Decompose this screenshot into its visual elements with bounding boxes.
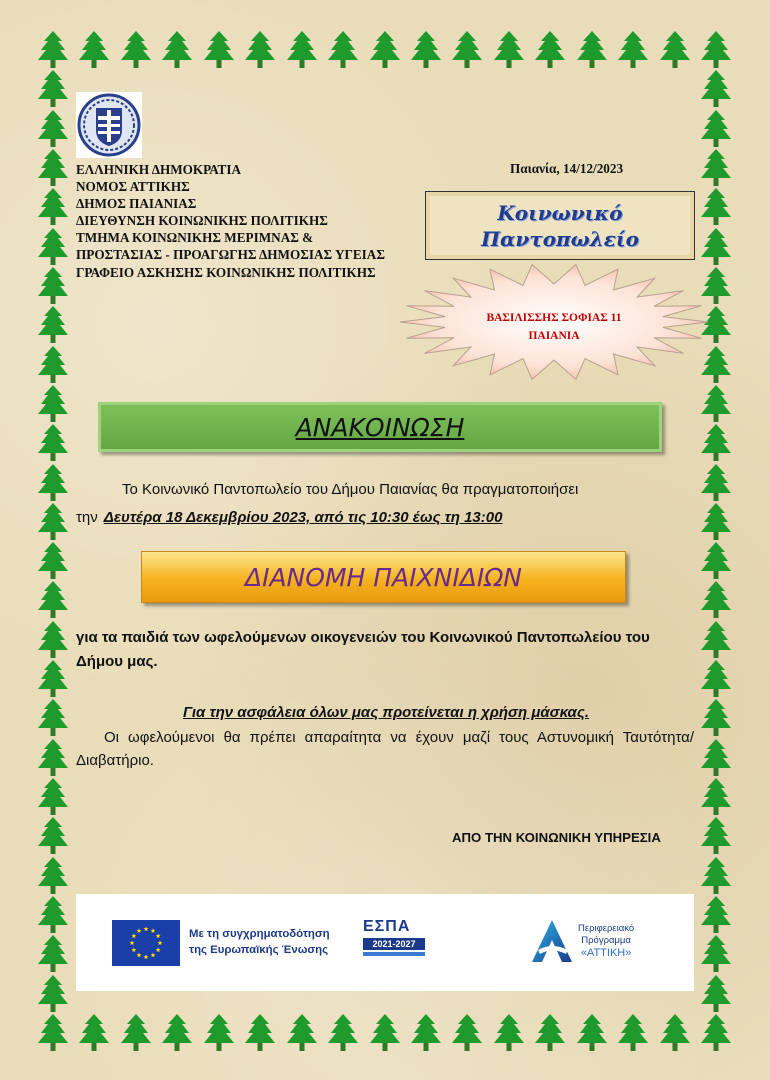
region-line1: Περιφερειακό bbox=[578, 923, 635, 934]
espa-years: 2021-2027 bbox=[363, 938, 425, 950]
christmas-tree-icon bbox=[36, 620, 70, 660]
christmas-tree-icon bbox=[575, 1013, 609, 1053]
christmas-tree-icon bbox=[243, 30, 277, 70]
christmas-tree-icon bbox=[36, 463, 70, 503]
christmas-tree-icon bbox=[36, 187, 70, 227]
region-program-text bbox=[578, 923, 634, 959]
christmas-tree-icon bbox=[285, 1013, 319, 1053]
announcement-date-line bbox=[76, 509, 502, 526]
christmas-tree-icon bbox=[409, 30, 443, 70]
espa-title: ΕΣΠΑ bbox=[363, 918, 411, 935]
christmas-tree-icon bbox=[326, 1013, 360, 1053]
christmas-tree-icon bbox=[77, 30, 111, 70]
eu-cofunding-text bbox=[189, 926, 330, 958]
christmas-tree-icon bbox=[616, 1013, 650, 1053]
announcement-intro: Το Κοινωνικό Παντοπωλείο του Δήμου Παιανίας θα πραγματοποιήσει bbox=[122, 481, 579, 498]
region-line2: Πρόγραμμα bbox=[581, 935, 631, 946]
issuer-header bbox=[76, 161, 385, 281]
address-text bbox=[398, 309, 710, 345]
christmas-tree-icon bbox=[36, 974, 70, 1014]
christmas-tree-icon bbox=[36, 69, 70, 109]
safety-note bbox=[76, 704, 696, 721]
region-line3: «ΑΤΤΙΚΗ» bbox=[580, 947, 632, 959]
christmas-tree-icon bbox=[699, 227, 733, 267]
beneficiaries-text: για τα παιδιά των ωφελούμενων οικογενειών του Κοινωνικού Παντοπωλείου του Δήμου μας. bbox=[76, 629, 650, 670]
christmas-tree-icon bbox=[699, 620, 733, 660]
shop-title-line1: Κοινωνικό bbox=[497, 200, 623, 225]
christmas-tree-icon bbox=[285, 30, 319, 70]
christmas-tree-icon bbox=[202, 30, 236, 70]
christmas-tree-icon bbox=[658, 1013, 692, 1053]
christmas-tree-icon bbox=[36, 580, 70, 620]
distribution-title: ΔΙΑΝΟΜΗ ΠΑΙΧΝΙΔΙΩΝ bbox=[244, 562, 523, 592]
christmas-tree-icon bbox=[699, 816, 733, 856]
christmas-tree-icon bbox=[699, 934, 733, 974]
attiki-region-logo-icon bbox=[528, 916, 576, 968]
christmas-tree-icon bbox=[699, 187, 733, 227]
christmas-tree-icon bbox=[699, 580, 733, 620]
christmas-tree-icon bbox=[368, 1013, 402, 1053]
header-line: ΔΗΜΟΣ ΠΑΙΑΝΙΑΣ bbox=[76, 196, 197, 212]
address-street: ΒΑΣΙΛΙΣΣΗΣ ΣΟΦΙΑΣ 11 bbox=[486, 312, 622, 324]
christmas-tree-icon bbox=[36, 895, 70, 935]
christmas-tree-icon bbox=[492, 30, 526, 70]
christmas-tree-icon bbox=[699, 148, 733, 188]
christmas-tree-icon bbox=[36, 659, 70, 699]
christmas-tree-icon bbox=[699, 895, 733, 935]
hellenic-republic-emblem-icon bbox=[76, 92, 142, 158]
date-line-prefix: την bbox=[76, 509, 98, 526]
christmas-tree-icon bbox=[36, 227, 70, 267]
christmas-tree-icon bbox=[699, 30, 733, 70]
eu-flag-icon bbox=[112, 920, 180, 966]
christmas-tree-icon bbox=[36, 738, 70, 778]
event-datetime: Δευτέρα 18 Δεκεμβρίου 2023, από τις 10:30 έως τη 13:00 bbox=[103, 509, 503, 526]
signature-line: ΑΠΟ ΤΗΝ ΚΟΙΝΩΝΙΚΗ ΥΠΗΡΕΣΙΑ bbox=[452, 830, 661, 845]
christmas-tree-icon bbox=[699, 109, 733, 149]
christmas-tree-icon bbox=[409, 1013, 443, 1053]
christmas-tree-icon bbox=[36, 266, 70, 306]
header-line: ΝΟΜΟΣ ΑΤΤΙΚΗΣ bbox=[76, 179, 190, 195]
espa-bar bbox=[363, 952, 425, 956]
christmas-tree-icon bbox=[36, 423, 70, 463]
christmas-tree-icon bbox=[202, 1013, 236, 1053]
christmas-tree-icon bbox=[450, 30, 484, 70]
christmas-tree-icon bbox=[699, 698, 733, 738]
christmas-tree-icon bbox=[616, 30, 650, 70]
christmas-tree-icon bbox=[36, 816, 70, 856]
christmas-tree-icon bbox=[36, 1013, 70, 1053]
christmas-tree-icon bbox=[326, 30, 360, 70]
christmas-tree-icon bbox=[36, 109, 70, 149]
address-town: ΠΑΙΑΝΙΑ bbox=[528, 330, 580, 342]
announcement-title: ΑΝΑΚΟΙΝΩΣΗ bbox=[295, 412, 465, 442]
announcement-banner bbox=[98, 402, 662, 452]
christmas-tree-icon bbox=[450, 1013, 484, 1053]
christmas-tree-icon bbox=[119, 30, 153, 70]
christmas-tree-icon bbox=[699, 541, 733, 581]
christmas-tree-icon bbox=[658, 30, 692, 70]
christmas-tree-icon bbox=[36, 30, 70, 70]
christmas-tree-icon bbox=[77, 1013, 111, 1053]
christmas-tree-icon bbox=[36, 384, 70, 424]
header-line: ΔΙΕΥΘΥΝΣΗ ΚΟΙΝΩΝΙΚΗΣ ΠΟΛΙΤΙΚΗΣ bbox=[76, 213, 328, 229]
christmas-tree-icon bbox=[699, 463, 733, 503]
christmas-tree-icon bbox=[36, 541, 70, 581]
christmas-tree-icon bbox=[36, 698, 70, 738]
christmas-tree-icon bbox=[533, 1013, 567, 1053]
christmas-tree-icon bbox=[699, 423, 733, 463]
christmas-tree-icon bbox=[699, 856, 733, 896]
christmas-tree-icon bbox=[160, 1013, 194, 1053]
christmas-tree-icon bbox=[36, 345, 70, 385]
eu-text-line2: της Ευρωπαϊκής Ένωσης bbox=[189, 944, 329, 956]
christmas-tree-icon bbox=[699, 777, 733, 817]
christmas-tree-icon bbox=[36, 502, 70, 542]
header-line: ΕΛΛΗΝΙΚΗ ΔΗΜΟΚΡΑΤΙΑ bbox=[76, 162, 241, 177]
christmas-tree-icon bbox=[119, 1013, 153, 1053]
header-line: ΤΜΗΜΑ ΚΟΙΝΩΝΙΚΗΣ ΜΕΡΙΜΝΑΣ & bbox=[76, 230, 314, 246]
christmas-tree-icon bbox=[36, 777, 70, 817]
christmas-tree-icon bbox=[699, 69, 733, 109]
christmas-tree-icon bbox=[699, 659, 733, 699]
christmas-tree-icon bbox=[699, 1013, 733, 1053]
christmas-tree-icon bbox=[492, 1013, 526, 1053]
eu-text-line1: Με τη συγχρηματοδότηση bbox=[189, 928, 330, 940]
espa-logo bbox=[363, 918, 433, 966]
christmas-tree-icon bbox=[533, 30, 567, 70]
christmas-tree-icon bbox=[36, 934, 70, 974]
safety-note-text: Για την ασφάλεια όλων μας προτείνεται η χρήση μάσκας. bbox=[182, 704, 590, 721]
documents-note: Οι ωφελούμενοι θα πρέπει απαραίτητα να έχουν μαζί τους Αστυνομική Ταυτότητα/Διαβατήριο. bbox=[76, 729, 694, 769]
christmas-tree-icon bbox=[699, 738, 733, 778]
christmas-tree-icon bbox=[699, 384, 733, 424]
christmas-tree-icon bbox=[699, 502, 733, 542]
header-line: ΓΡΑΦΕΙΟ ΑΣΚΗΣΗΣ ΚΟΙΝΩΝΙΚΗΣ ΠΟΛΙΤΙΚΗΣ bbox=[76, 264, 376, 280]
funding-footer bbox=[76, 894, 694, 991]
header-line: ΠΡΟΣΤΑΣΙΑΣ - ΠΡΟΑΓΩΓΗΣ ΔΗΜΟΣΙΑΣ ΥΓΕΙΑΣ bbox=[76, 247, 385, 263]
christmas-tree-icon bbox=[36, 305, 70, 345]
document-date: Παιανία, 14/12/2023 bbox=[510, 161, 624, 176]
christmas-tree-icon bbox=[243, 1013, 277, 1053]
shop-title-line2: Παντοπωλείο bbox=[481, 226, 639, 251]
social-grocery-box bbox=[425, 191, 695, 260]
toy-distribution-banner bbox=[141, 551, 626, 603]
christmas-tree-icon bbox=[575, 30, 609, 70]
christmas-tree-icon bbox=[160, 30, 194, 70]
christmas-tree-icon bbox=[699, 974, 733, 1014]
christmas-tree-icon bbox=[36, 856, 70, 896]
christmas-tree-icon bbox=[36, 148, 70, 188]
christmas-tree-icon bbox=[368, 30, 402, 70]
